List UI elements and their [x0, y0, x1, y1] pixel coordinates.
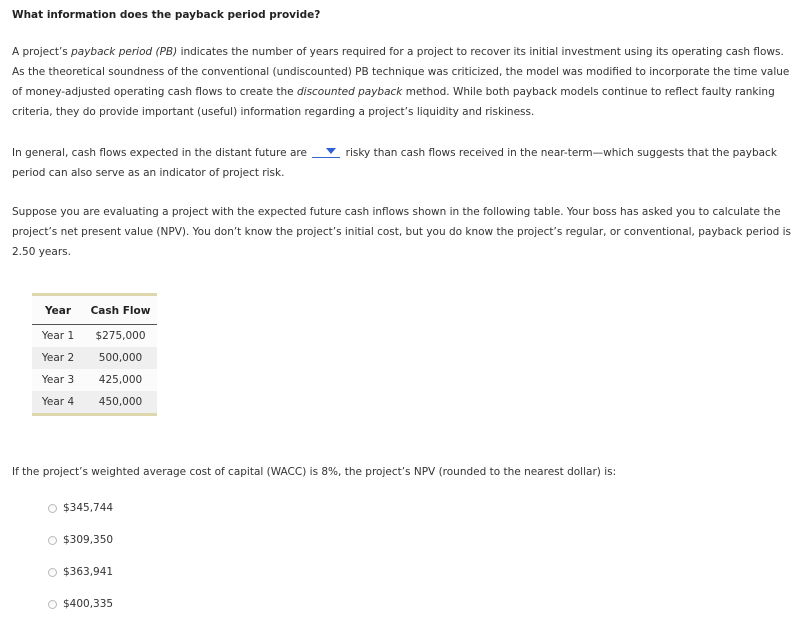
table-cell-cash-flow: 425,000 — [98, 374, 143, 386]
table-header-row — [32, 296, 157, 325]
answer-option[interactable] — [48, 596, 113, 612]
payback-period-term: payback period (PB) — [71, 46, 178, 58]
table-row — [32, 347, 157, 369]
table-cell-year: Year 1 — [41, 330, 75, 342]
answer-option-label[interactable]: $345,744 — [63, 502, 114, 514]
table-cell-cash-flow: 500,000 — [84, 347, 157, 369]
radio-button[interactable] — [48, 600, 57, 609]
answer-option[interactable] — [48, 500, 113, 516]
intro-paragraph — [12, 42, 796, 122]
scenario-paragraph: Suppose you are evaluating a project with the expected future cash inflows shown in the following table. Your boss has asked you to calculate the project’s net present value (NPV). You don’t know the project’s initial cost, but you do know the project’s regular, or conventional, payback period is 2.50 years. — [12, 206, 792, 258]
table-cell-year: Year 2 — [32, 347, 84, 369]
question-title: What information does the payback period provide? — [12, 9, 321, 21]
npv-question: If the project’s weighted average cost of capital (WACC) is 8%, the project’s NPV (rounded to the nearest dollar) is: — [12, 466, 617, 478]
dropdown-arrow-icon — [326, 148, 336, 154]
table-row — [32, 325, 157, 348]
table-row — [32, 391, 157, 413]
fill-in-text-before: In general, cash flows expected in the distant future are — [12, 147, 307, 159]
cash-flow-table — [32, 293, 157, 416]
answer-option[interactable] — [48, 564, 113, 580]
table-cell-year: Year 3 — [41, 374, 75, 386]
answer-option[interactable] — [48, 532, 113, 548]
fill-in-paragraph — [12, 143, 796, 183]
table-cell-cash-flow: 450,000 — [84, 391, 157, 413]
table-cell-year: Year 4 — [32, 391, 84, 413]
header-cash-flow: Cash Flow — [84, 296, 157, 325]
header-year: Year — [32, 296, 84, 325]
table-row — [32, 369, 157, 391]
risk-dropdown[interactable] — [312, 145, 340, 158]
answer-option-label[interactable]: $363,941 — [63, 566, 114, 578]
table-cell-cash-flow: $275,000 — [95, 330, 146, 342]
intro-text-1: A project’s — [12, 46, 72, 58]
radio-button[interactable] — [48, 536, 57, 545]
intro-text-2: indicates the number of years required for a project to recover its initial investment using its operating cash flows. As the theoretical soundness of the conventional (undiscounted) PB technique was criticized, the model was modified to incorporate the time value of money-adjusted operating cash flows to create the — [12, 46, 790, 98]
radio-button[interactable] — [48, 568, 57, 577]
discounted-payback-term: discounted payback — [296, 86, 403, 98]
radio-button[interactable] — [48, 504, 57, 513]
fill-in-text-after: risky than cash flows received in the near-term—which suggests that the payback period can also serve as an indicator of project risk. — [12, 147, 777, 179]
answer-option-label[interactable]: $309,350 — [63, 534, 114, 546]
intro-text-3: method. While both payback models continue to reflect faulty ranking criteria, they do provide important (useful) information regarding a project’s liquidity and riskiness. — [12, 86, 775, 118]
answer-option-label[interactable]: $400,335 — [63, 598, 114, 610]
